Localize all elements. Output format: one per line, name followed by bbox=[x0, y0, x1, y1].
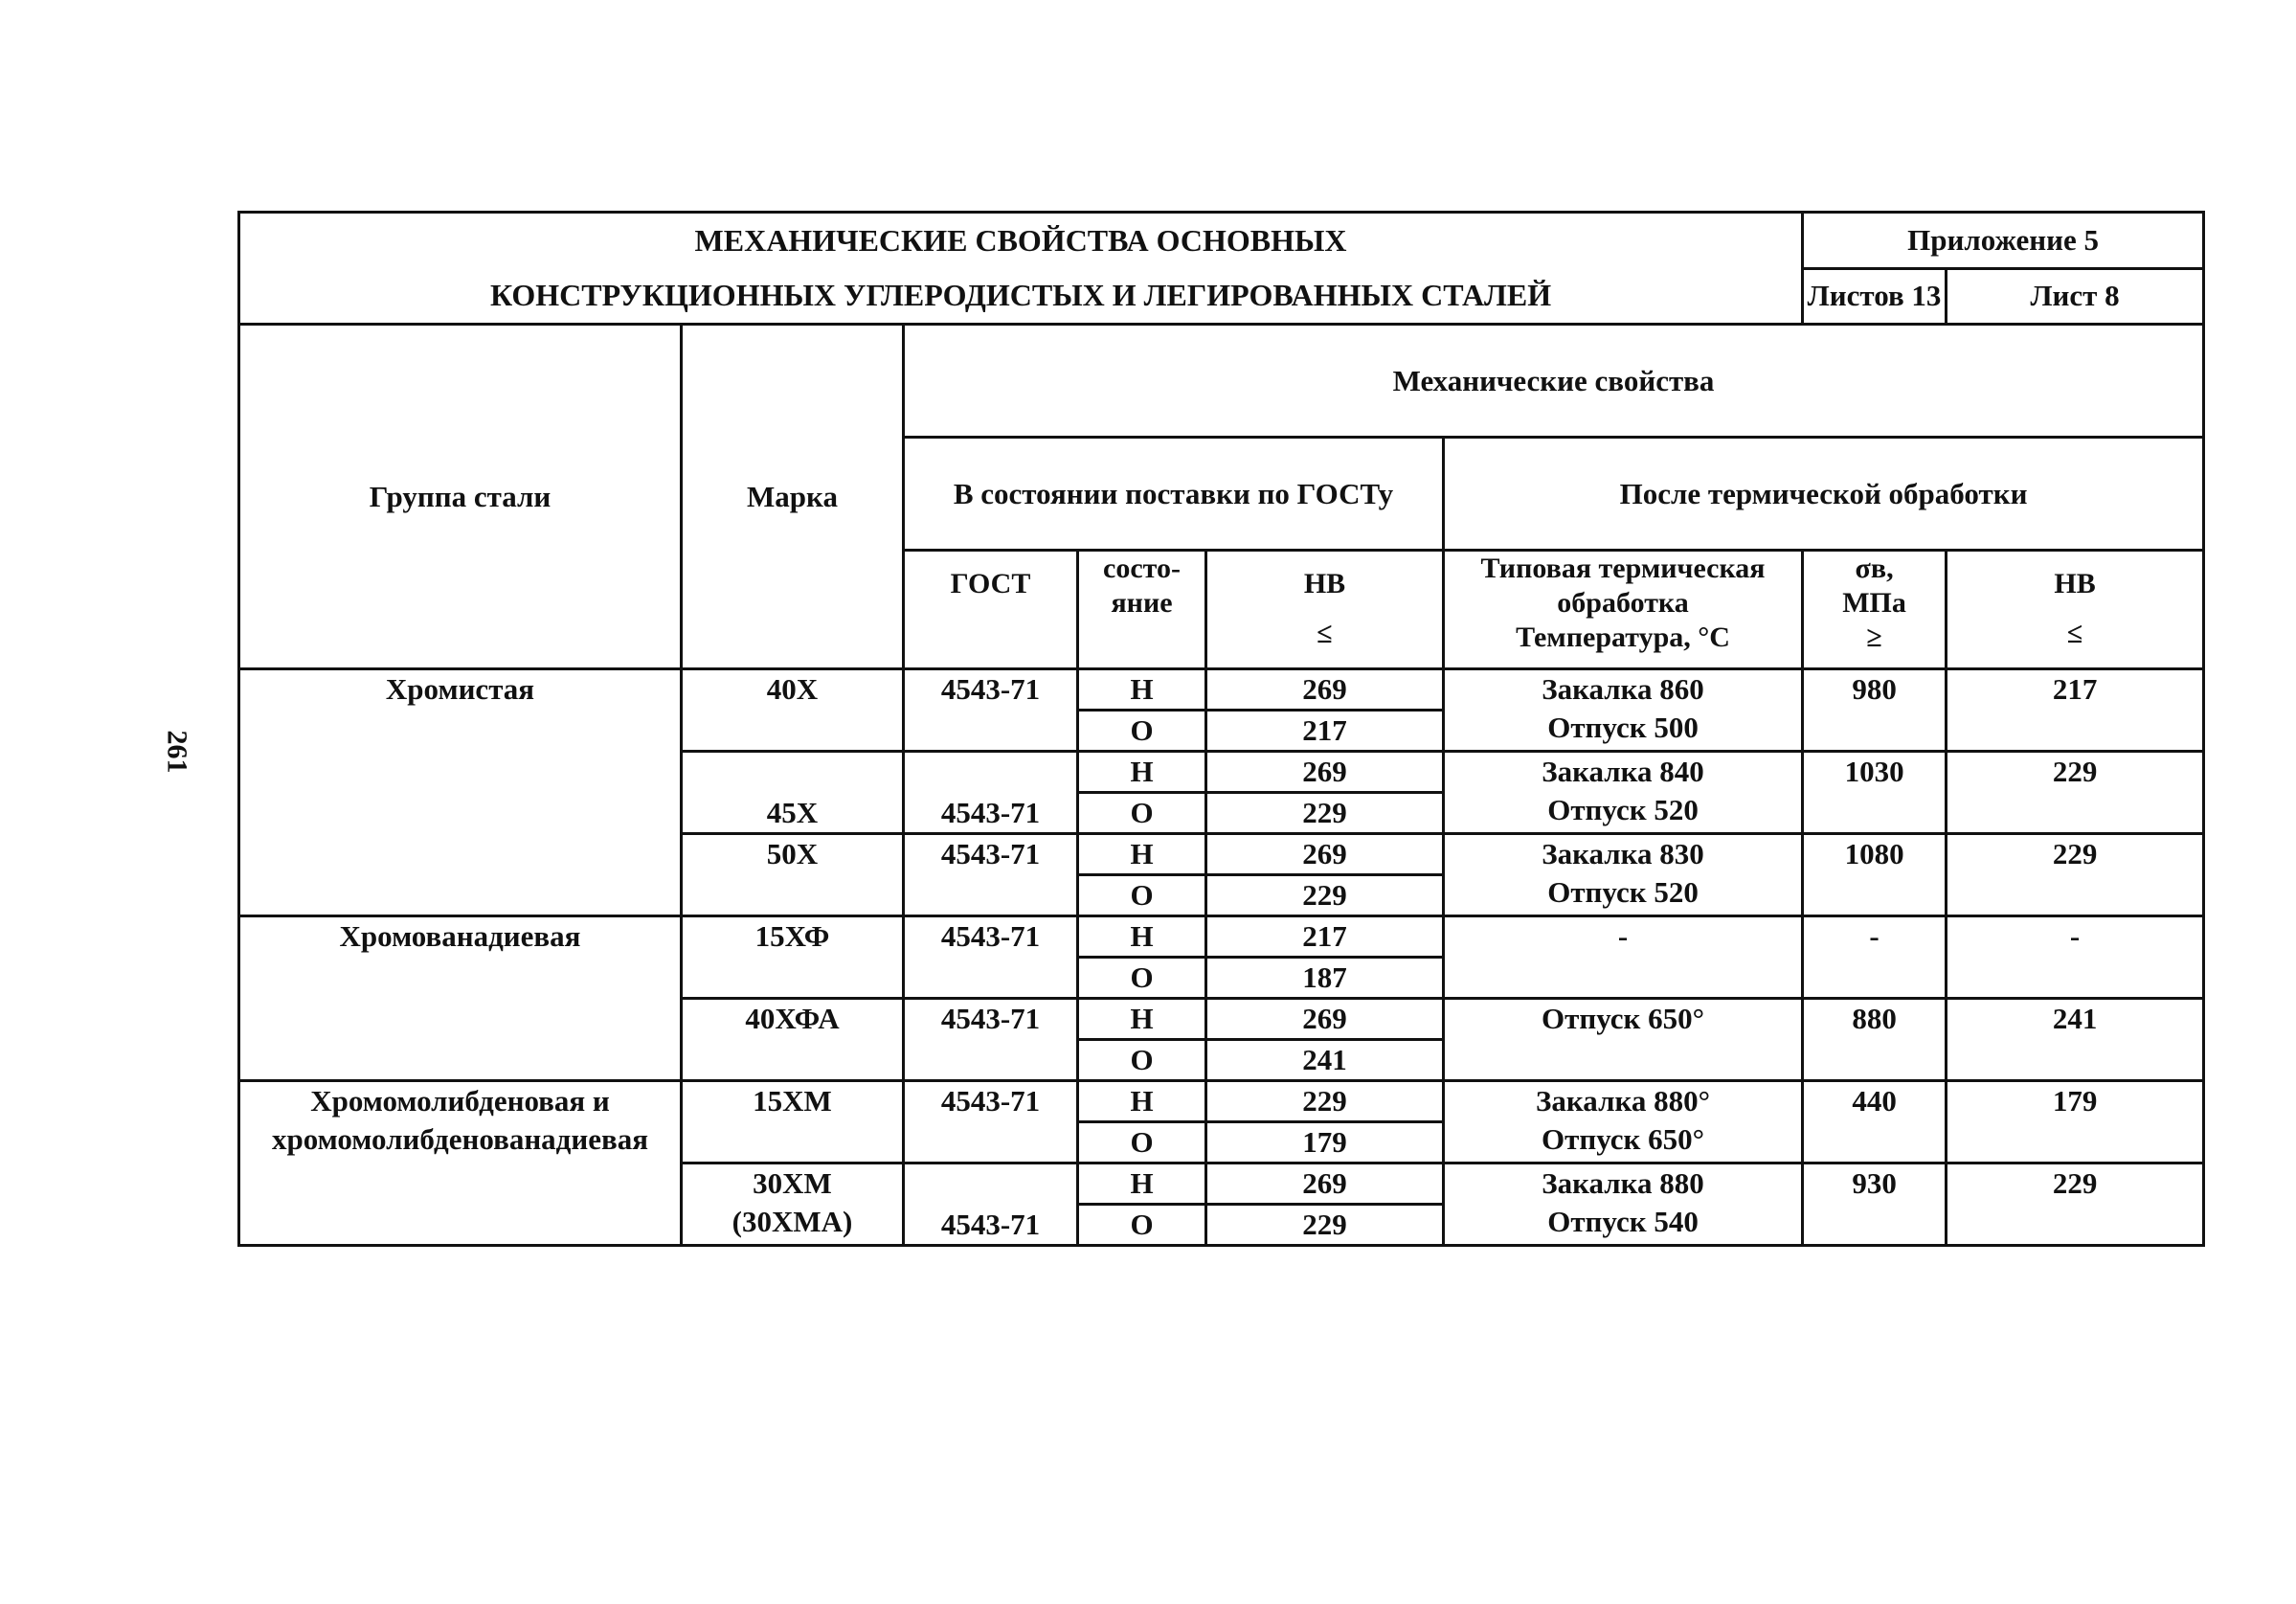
gost-cell: 4543-71 bbox=[904, 1163, 1078, 1246]
state-cell: О bbox=[1078, 1205, 1206, 1246]
title-line-1: МЕХАНИЧЕСКИЕ СВОЙСТВА ОСНОВНЫХ bbox=[694, 223, 1347, 258]
gost-cell: 4543-71 bbox=[904, 834, 1078, 916]
col-state-header: состо- яние bbox=[1078, 551, 1206, 669]
treatment-cell: Закалка 880 Отпуск 540 bbox=[1444, 1163, 1803, 1246]
state-cell: Н bbox=[1078, 1081, 1206, 1122]
grade-cell: 45Х bbox=[682, 752, 904, 834]
document-title bbox=[239, 213, 1803, 325]
table-row bbox=[239, 669, 2204, 711]
state-cell: О bbox=[1078, 711, 1206, 752]
col-grade-header: Марка bbox=[682, 325, 904, 669]
sigma-cell: 980 bbox=[1803, 669, 1947, 752]
steel-properties-table bbox=[237, 211, 2205, 1247]
sigma-cell: 1080 bbox=[1803, 834, 1947, 916]
treatment-cell: Закалка 860 Отпуск 500 bbox=[1444, 669, 1803, 752]
gost-cell: 4543-71 bbox=[904, 916, 1078, 999]
hb-cell: 269 bbox=[1206, 999, 1444, 1040]
page-number: 261 bbox=[161, 730, 193, 774]
hb-cell: 269 bbox=[1206, 1163, 1444, 1205]
treatment-cell: Закалка 880° Отпуск 650° bbox=[1444, 1081, 1803, 1163]
hb-cell: 269 bbox=[1206, 834, 1444, 875]
gost-cell: 4543-71 bbox=[904, 752, 1078, 834]
state-cell: Н bbox=[1078, 752, 1206, 793]
sigma-cell: 880 bbox=[1803, 999, 1947, 1081]
state-cell: Н bbox=[1078, 1163, 1206, 1205]
group-chrome-molybdenum: Хромомолибденовая и хромомолибденованадиевая bbox=[239, 1081, 682, 1246]
hb-cell: 229 bbox=[1206, 875, 1444, 916]
hb-cell: 187 bbox=[1206, 958, 1444, 999]
state-cell: О bbox=[1078, 1040, 1206, 1081]
col-hb-after-header: НВ ≤ bbox=[1947, 551, 2204, 669]
hb-cell: 229 bbox=[1206, 793, 1444, 834]
hb-after-cell: - bbox=[1947, 916, 2204, 999]
hb-cell: 217 bbox=[1206, 711, 1444, 752]
treatment-cell: Закалка 840 Отпуск 520 bbox=[1444, 752, 1803, 834]
hb-cell: 269 bbox=[1206, 752, 1444, 793]
grade-cell: 50Х bbox=[682, 834, 904, 916]
hb-cell: 269 bbox=[1206, 669, 1444, 711]
state-cell: О bbox=[1078, 1122, 1206, 1163]
state-cell: Н bbox=[1078, 669, 1206, 711]
col-group-header: Группа стали bbox=[239, 325, 682, 669]
hb-cell: 229 bbox=[1206, 1205, 1444, 1246]
state-cell: О bbox=[1078, 958, 1206, 999]
gost-cell: 4543-71 bbox=[904, 999, 1078, 1081]
grade-cell: 40Х bbox=[682, 669, 904, 752]
hb-cell: 179 bbox=[1206, 1122, 1444, 1163]
hb-after-cell: 229 bbox=[1947, 752, 2204, 834]
hb-cell: 217 bbox=[1206, 916, 1444, 958]
group-chrome: Хромистая bbox=[239, 669, 682, 916]
col-gost-header: ГОСТ bbox=[904, 551, 1078, 669]
title-line-2: КОНСТРУКЦИОННЫХ УГЛЕРОДИСТЫХ И ЛЕГИРОВАННЫХ СТАЛЕЙ bbox=[489, 278, 1552, 312]
hb-after-cell: 229 bbox=[1947, 1163, 2204, 1246]
delivery-state-header: В состоянии поставки по ГОСТу bbox=[904, 438, 1444, 551]
sigma-cell: 440 bbox=[1803, 1081, 1947, 1163]
col-sigma-header: σв, МПа ≥ bbox=[1803, 551, 1947, 669]
state-cell: О bbox=[1078, 875, 1206, 916]
hb-after-cell: 229 bbox=[1947, 834, 2204, 916]
group-chrome-vanadium: Хромованадиевая bbox=[239, 916, 682, 1081]
sigma-cell: 930 bbox=[1803, 1163, 1947, 1246]
col-treatment-header: Типовая термическая обработка Температура, °С bbox=[1444, 551, 1803, 669]
sigma-cell: 1030 bbox=[1803, 752, 1947, 834]
hb-after-cell: 217 bbox=[1947, 669, 2204, 752]
state-cell: О bbox=[1078, 793, 1206, 834]
treatment-cell: Отпуск 650° bbox=[1444, 999, 1803, 1081]
state-cell: Н bbox=[1078, 999, 1206, 1040]
grade-cell: 15ХМ bbox=[682, 1081, 904, 1163]
col-hb-header: НВ ≤ bbox=[1206, 551, 1444, 669]
grade-cell: 40ХФА bbox=[682, 999, 904, 1081]
hb-cell: 241 bbox=[1206, 1040, 1444, 1081]
gost-cell: 4543-71 bbox=[904, 1081, 1078, 1163]
grade-cell: 30ХМ (30ХМА) bbox=[682, 1163, 904, 1246]
after-heat-treatment-header: После термической обработки bbox=[1444, 438, 2204, 551]
hb-after-cell: 179 bbox=[1947, 1081, 2204, 1163]
sheet-number: Лист 8 bbox=[1947, 268, 2204, 325]
table-row bbox=[239, 916, 2204, 958]
grade-cell: 15ХФ bbox=[682, 916, 904, 999]
hb-cell: 229 bbox=[1206, 1081, 1444, 1122]
treatment-cell: Закалка 830 Отпуск 520 bbox=[1444, 834, 1803, 916]
mech-props-header: Механические свойства bbox=[904, 325, 2204, 438]
treatment-cell: - bbox=[1444, 916, 1803, 999]
appendix-label: Приложение 5 bbox=[1803, 213, 2204, 269]
gost-cell: 4543-71 bbox=[904, 669, 1078, 752]
sheets-total: Листов 13 bbox=[1803, 268, 1947, 325]
state-cell: Н bbox=[1078, 834, 1206, 875]
table-row bbox=[239, 1081, 2204, 1122]
sigma-cell: - bbox=[1803, 916, 1947, 999]
hb-after-cell: 241 bbox=[1947, 999, 2204, 1081]
state-cell: Н bbox=[1078, 916, 1206, 958]
